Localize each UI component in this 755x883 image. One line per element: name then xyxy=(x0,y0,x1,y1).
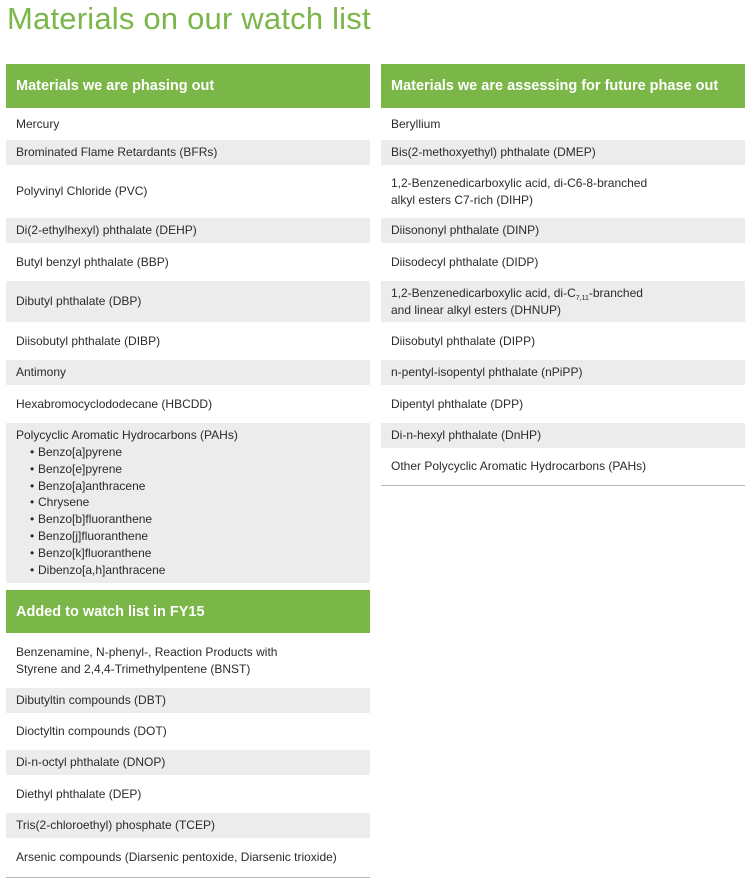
list-item: Bis(2-methoxyethyl) phthalate (DMEP) xyxy=(381,140,745,165)
page-title: Materials on our watch list xyxy=(7,1,371,36)
list-item: Di(2-ethylhexyl) phthalate (DEHP) xyxy=(6,218,370,243)
list-item: Diethyl phthalate (DEP) xyxy=(16,786,142,801)
pahs-list-item xyxy=(6,423,370,583)
pahs-bullet-list xyxy=(16,444,360,578)
right-column xyxy=(381,64,745,486)
bullet-item: • Benzo[b]fluoranthene xyxy=(30,511,360,528)
divider xyxy=(6,877,370,878)
bullet-item: • Benzo[e]pyrene xyxy=(30,461,360,478)
list-item: Benzenamine, N-phenyl-, Reaction Products with Styrene and 2,4,4-Trimethylpentene (BNST) xyxy=(16,644,278,676)
bullet-item: • Benzo[a]anthracene xyxy=(30,478,360,495)
list-item: Diisobutyl phthalate (DIBP) xyxy=(16,333,161,348)
list-item: Diisobutyl phthalate (DIPP) xyxy=(391,333,536,348)
phasing-out-heading: Materials we are phasing out xyxy=(6,64,370,108)
list-item: Mercury xyxy=(16,116,60,131)
bullet-item: • Benzo[j]fluoranthene xyxy=(30,528,360,545)
list-item: Brominated Flame Retardants (BFRs) xyxy=(6,140,370,165)
list-item: Dioctyltin compounds (DOT) xyxy=(16,724,167,738)
list-item: Dibutyltin compounds (DBT) xyxy=(6,688,370,713)
list-item: Dipentyl phthalate (DPP) xyxy=(391,396,524,411)
bullet-item: • Benzo[a]pyrene xyxy=(30,444,360,461)
list-item: Diisononyl phthalate (DINP) xyxy=(381,218,745,243)
list-item: Arsenic compounds (Diarsenic pentoxide, Diarsenic trioxide) xyxy=(16,850,337,864)
list-item: Tris(2-chloroethyl) phosphate (TCEP) xyxy=(6,813,370,838)
list-item: 1,2-Benzenedicarboxylic acid, $di-C_{7,11}$-branched and linear alkyl esters (DHNUP) xyxy=(381,281,745,322)
bullet-item: • Benzo[k]fluoranthene xyxy=(30,545,360,562)
list-item: Beryllium xyxy=(391,116,441,131)
future-phase-out-heading: Materials we are assessing for future phase out xyxy=(381,64,745,108)
divider xyxy=(381,485,745,486)
list-item: Polyvinyl Chloride (PVC) xyxy=(16,184,148,198)
list-item: Hexabromocyclododecane (HBCDD) xyxy=(16,396,213,411)
list-item: Diisodecyl phthalate (DIDP) xyxy=(391,254,539,269)
list-item: n-pentyl-isopentyl phthalate (nPiPP) xyxy=(381,360,745,385)
list-item: Di-n-hexyl phthalate (DnHP) xyxy=(381,423,745,448)
list-item: Antimony xyxy=(6,360,370,385)
bullet-item: • Dibenzo[a,h]anthracene xyxy=(30,562,360,579)
list-item: Di-n-octyl phthalate (DNOP) xyxy=(6,750,370,775)
list-item: 1,2-Benzenedicarboxylic acid, di-C6-8-branched alkyl esters C7-rich (DIHP) xyxy=(391,175,648,207)
pahs-label: Polycyclic Aromatic Hydrocarbons (PAHs) xyxy=(16,428,238,442)
left-column xyxy=(6,64,370,878)
list-item: Other Polycyclic Aromatic Hydrocarbons (PAHs) xyxy=(391,459,647,473)
bullet-item: • Chrysene xyxy=(30,494,360,511)
added-fy15-heading: Added to watch list in FY15 xyxy=(6,590,370,633)
list-item: Dibutyl phthalate (DBP) xyxy=(6,281,370,322)
list-item: Butyl benzyl phthalate (BBP) xyxy=(16,254,169,269)
